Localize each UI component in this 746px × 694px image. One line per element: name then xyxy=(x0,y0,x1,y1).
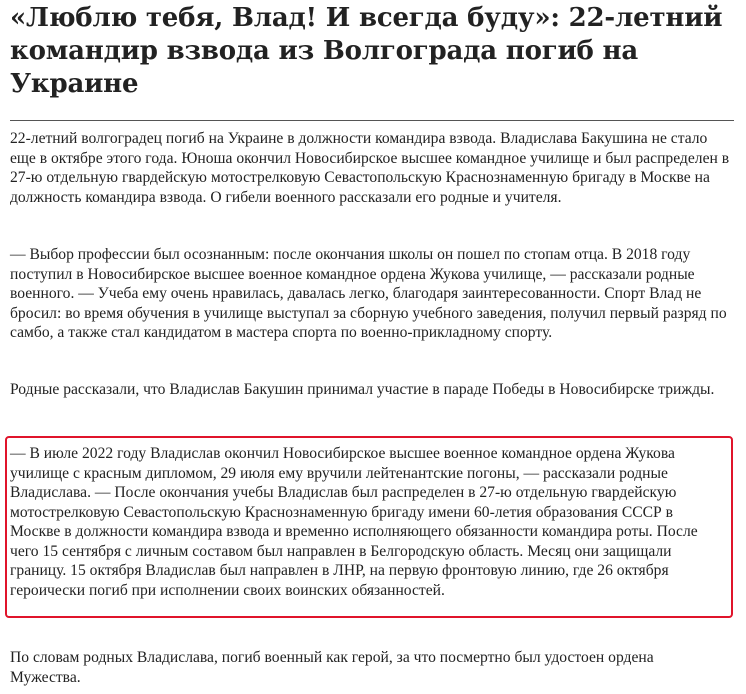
article-headline: «Люблю тебя, Влад! И всегда буду»: 22-летний командир взвода из Волгограда погиб на Украине xyxy=(10,3,723,99)
headline-divider xyxy=(10,120,734,121)
article-paragraph-5: По словам родных Владислава, погиб военный как герой, за что посмертно был удостоен ордена Мужества. xyxy=(10,649,654,686)
article xyxy=(10,0,734,399)
article-paragraph-2: — Выбор профессии был осознанным: после окончания школы он пошел по стопам отца. В 2018 году поступил в Новосибирское высшее военное командное ордена Жукова училище, — рассказали родные военного. — Учеба ему очень нравилась, давалась легко, благодаря заинтересованности. Спорт Влад не бросил: во время обучения в училище выступал за сборную учебного заведения, получил первый разряд по самбо, а также стал кандидатом в мастера спорта по военно-прикладному спорту. xyxy=(10,246,727,341)
article-paragraph-4-highlighted: — В июле 2022 году Владислав окончил Новосибирское высшее военное командное ордена Жукова училище с красным дипломом, 29 июля ему вручили лейтенантские погоны, — рассказали родные Владислава. — После окончания учебы Владислав был распределен в 27-ю отдельную гвардейскую мотострелковую Севастопольскую Краснознаменную бригаду имени 60-летия образования СССР в Москве в должности командира взвода и временно исполняющего обязанности командира роты. После чего 15 сентября с личным составом был направлен в Белгородскую область. Месяц они защищали границу. 15 октября Владислав был направлен в ЛНР, на первую фронтовую линию, где 26 октября героически погиб при исполнении своих воинских обязанностей. xyxy=(10,445,698,599)
article-paragraph-3: Родные рассказали, что Владислав Бакушин принимал участие в параде Победы в Новосибирске трижды. xyxy=(10,380,715,398)
article-paragraph-1: 22-летний волгоградец погиб на Украине в должности командира взвода. Владислава Бакушина не стало еще в октябре этого года. Юноша окончил Новосибирское высшее командное училище и был распределен в 27-ю отдельную гвардейскую мотострелковую Севастопольскую Краснознаменную бригаду в Москве на должность командира взвода. О гибели военного рассказали его родные и учителя. xyxy=(10,130,730,206)
